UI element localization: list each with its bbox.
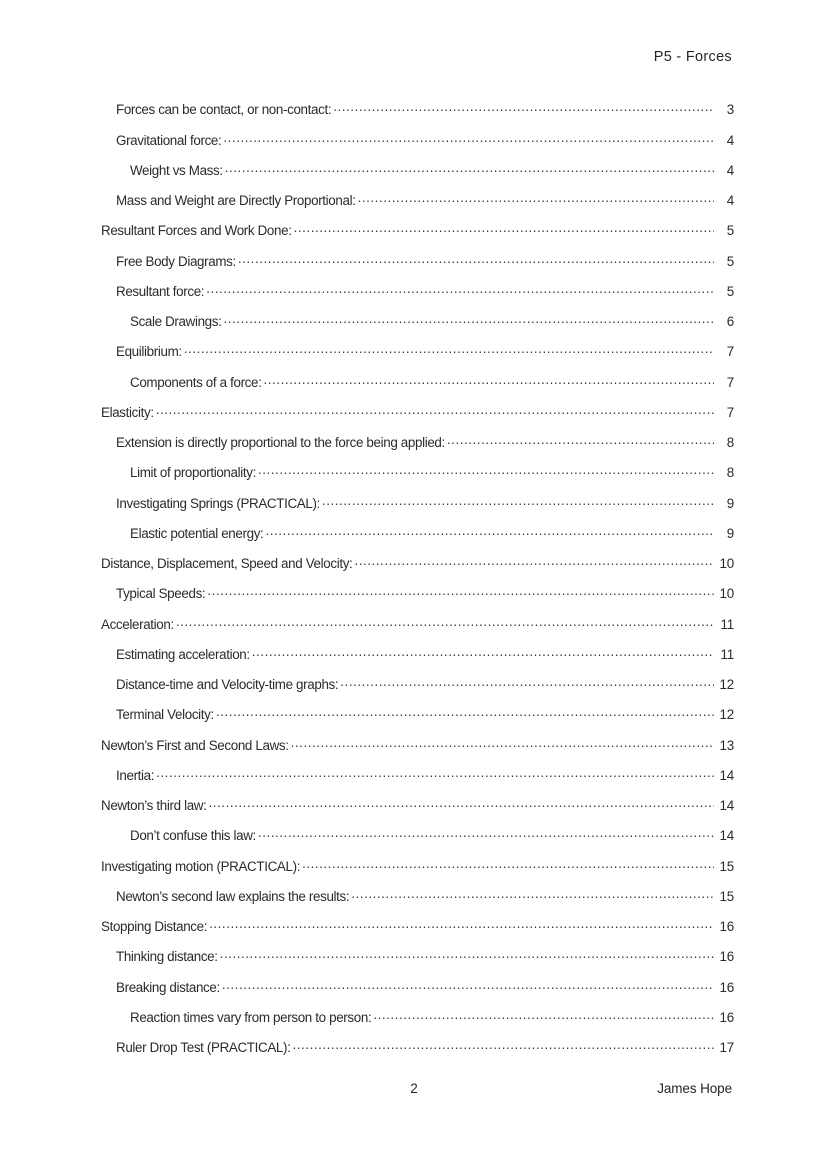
- toc-entry-title: Components of a force:: [130, 374, 262, 390]
- toc-entry-page-number: 5: [726, 223, 734, 239]
- toc-entry[interactable]: [101, 888, 734, 918]
- toc-leader-dots: [223, 131, 714, 144]
- toc-leader-dots: [176, 615, 714, 628]
- toc-entry[interactable]: [101, 555, 734, 585]
- toc-entry[interactable]: [101, 434, 734, 464]
- toc-entry-page-number: 15: [719, 888, 734, 904]
- toc-entry-title: Typical Speeds:: [116, 586, 206, 602]
- toc-entry[interactable]: [101, 343, 734, 373]
- toc-entry[interactable]: [101, 918, 734, 948]
- toc-entry[interactable]: [101, 615, 734, 645]
- toc-entry[interactable]: [101, 948, 734, 978]
- toc-entry-page-number: 15: [719, 858, 734, 874]
- toc-entry[interactable]: [101, 525, 734, 555]
- toc-entry[interactable]: [101, 797, 734, 827]
- toc-entry[interactable]: [101, 978, 734, 1008]
- toc-entry-title: Reaction times vary from person to person:: [130, 1009, 372, 1025]
- toc-leader-dots: [209, 918, 714, 931]
- toc-entry-title: Free Body Diagrams:: [116, 253, 236, 269]
- toc-leader-dots: [220, 948, 714, 961]
- toc-entry-title: Ruler Drop Test (PRACTICAL):: [116, 1040, 291, 1056]
- toc-entry-page-number: 11: [720, 616, 734, 632]
- toc-entry[interactable]: [101, 706, 734, 736]
- toc-entry-title: Mass and Weight are Directly Proportional:: [116, 193, 356, 209]
- toc-entry-page-number: 10: [719, 586, 734, 602]
- toc-leader-dots: [322, 494, 714, 507]
- toc-entry-title: Equilibrium:: [116, 344, 182, 360]
- toc-entry-title: Distance, Displacement, Speed and Velocity:: [101, 556, 353, 572]
- toc-entry-page-number: 9: [726, 525, 734, 541]
- toc-entry-title: Forces can be contact, or non-contact:: [116, 102, 332, 118]
- toc-entry-title: Thinking distance:: [116, 949, 218, 965]
- toc-entry-page-number: 16: [719, 949, 734, 965]
- toc-leader-dots: [333, 101, 714, 114]
- toc-entry[interactable]: [101, 222, 734, 252]
- toc-entry[interactable]: [101, 404, 734, 434]
- toc-entry[interactable]: [101, 192, 734, 222]
- running-footer: [96, 1081, 732, 1101]
- toc-entry[interactable]: [101, 252, 734, 282]
- footer-page-number: 2: [410, 1081, 418, 1096]
- toc-entry-page-number: 10: [719, 556, 734, 572]
- toc-entry[interactable]: [101, 676, 734, 706]
- toc-leader-dots: [208, 797, 714, 810]
- toc-entry-page-number: 9: [726, 495, 734, 511]
- toc-leader-dots: [252, 646, 714, 659]
- toc-leader-dots: [340, 676, 714, 689]
- toc-leader-dots: [238, 252, 714, 265]
- toc-leader-dots: [207, 585, 714, 598]
- toc-leader-dots: [291, 736, 714, 749]
- toc-entry-page-number: 14: [719, 798, 734, 814]
- toc-entry-page-number: 4: [726, 132, 734, 148]
- toc-entry-title: Limit of proportionality:: [130, 465, 256, 481]
- toc-entry-title: Investigating Springs (PRACTICAL):: [116, 495, 320, 511]
- toc-entry-page-number: 8: [726, 465, 734, 481]
- toc-entry-page-number: 16: [719, 1009, 734, 1025]
- toc-leader-dots: [264, 373, 715, 386]
- toc-entry-title: Extension is directly proportional to the force being applied:: [116, 435, 445, 451]
- toc-leader-dots: [224, 313, 715, 326]
- toc-entry-title: Elasticity:: [101, 404, 154, 420]
- toc-entry-title: Resultant Forces and Work Done:: [101, 223, 292, 239]
- toc-leader-dots: [156, 767, 714, 780]
- toc-entry[interactable]: [101, 585, 734, 615]
- toc-entry-page-number: 5: [726, 253, 734, 269]
- toc-entry-page-number: 12: [719, 707, 734, 723]
- toc-entry-page-number: 11: [720, 646, 734, 662]
- toc-leader-dots: [293, 1039, 715, 1052]
- toc-entry-title: Inertia:: [116, 767, 155, 783]
- toc-entry-title: Newton’s First and Second Laws:: [101, 737, 289, 753]
- toc-leader-dots: [354, 555, 714, 568]
- toc-entry-page-number: 7: [726, 404, 734, 420]
- toc-entry-page-number: 6: [726, 314, 734, 330]
- toc-entry-page-number: 4: [726, 162, 734, 178]
- toc-entry[interactable]: [101, 313, 734, 343]
- toc-entry[interactable]: [101, 464, 734, 494]
- toc-leader-dots: [225, 162, 714, 175]
- toc-entry[interactable]: [101, 736, 734, 766]
- toc-entry[interactable]: [101, 1039, 734, 1069]
- toc-entry-title: Scale Drawings:: [130, 314, 222, 330]
- toc-entry-page-number: 7: [726, 374, 734, 390]
- toc-entry-title: Resultant force:: [116, 283, 205, 299]
- toc-leader-dots: [358, 192, 714, 205]
- toc-leader-dots: [258, 827, 714, 840]
- toc-entry[interactable]: [101, 857, 734, 887]
- toc-entry-title: Stopping Distance:: [101, 919, 208, 935]
- toc-entry-page-number: 12: [719, 677, 734, 693]
- toc-entry[interactable]: [101, 767, 734, 797]
- toc-entry-title: Terminal Velocity:: [116, 707, 214, 723]
- toc-entry-title: Newton’s second law explains the results:: [116, 888, 350, 904]
- toc-entry[interactable]: [101, 162, 734, 192]
- toc-leader-dots: [206, 283, 714, 296]
- toc-entry[interactable]: [101, 646, 734, 676]
- toc-entry[interactable]: [101, 373, 734, 403]
- toc-entry-page-number: 16: [719, 919, 734, 935]
- toc-entry-page-number: 5: [726, 283, 734, 299]
- toc-entry-title: Acceleration:: [101, 616, 174, 632]
- toc-leader-dots: [351, 888, 714, 901]
- toc-entry[interactable]: [101, 131, 734, 161]
- toc-entry-title: Investigating motion (PRACTICAL):: [101, 858, 301, 874]
- toc-leader-dots: [302, 857, 714, 870]
- toc-entry-page-number: 3: [726, 102, 734, 118]
- running-header: [0, 49, 732, 65]
- toc-leader-dots: [222, 978, 714, 991]
- toc-entry[interactable]: [101, 283, 734, 313]
- toc-entry-title: Weight vs Mass:: [130, 162, 223, 178]
- toc-leader-dots: [258, 464, 714, 477]
- toc-leader-dots: [373, 1009, 714, 1022]
- toc-entry-title: Elastic potential energy:: [130, 525, 264, 541]
- toc-leader-dots: [184, 343, 714, 356]
- header-title: P5 - Forces: [653, 49, 732, 65]
- toc-entry-page-number: 17: [719, 1040, 734, 1056]
- toc-entry-title: Distance-time and Velocity-time graphs:: [116, 677, 339, 693]
- toc-leader-dots: [265, 525, 714, 538]
- toc-entry-page-number: 14: [719, 767, 734, 783]
- toc-entry-page-number: 16: [719, 979, 734, 995]
- toc-entry-title: Don’t confuse this law:: [130, 828, 256, 844]
- footer-author: James Hope: [657, 1081, 732, 1096]
- table-of-contents: [101, 101, 734, 1069]
- toc-entry[interactable]: [101, 494, 734, 524]
- toc-entry-title: Gravitational force:: [116, 132, 222, 148]
- toc-entry-title: Newton’s third law:: [101, 798, 207, 814]
- toc-leader-dots: [294, 222, 714, 235]
- toc-entry-title: Breaking distance:: [116, 979, 220, 995]
- toc-leader-dots: [216, 706, 714, 719]
- toc-entry-page-number: 8: [726, 435, 734, 451]
- toc-leader-dots: [447, 434, 714, 447]
- toc-entry-page-number: 4: [726, 193, 734, 209]
- toc-entry[interactable]: [101, 1009, 734, 1039]
- toc-entry-page-number: 7: [726, 344, 734, 360]
- toc-entry[interactable]: [101, 827, 734, 857]
- toc-entry-title: Estimating acceleration:: [116, 646, 250, 662]
- toc-entry-page-number: 13: [719, 737, 734, 753]
- toc-leader-dots: [156, 404, 714, 417]
- toc-entry[interactable]: [101, 101, 734, 131]
- toc-entry-page-number: 14: [719, 828, 734, 844]
